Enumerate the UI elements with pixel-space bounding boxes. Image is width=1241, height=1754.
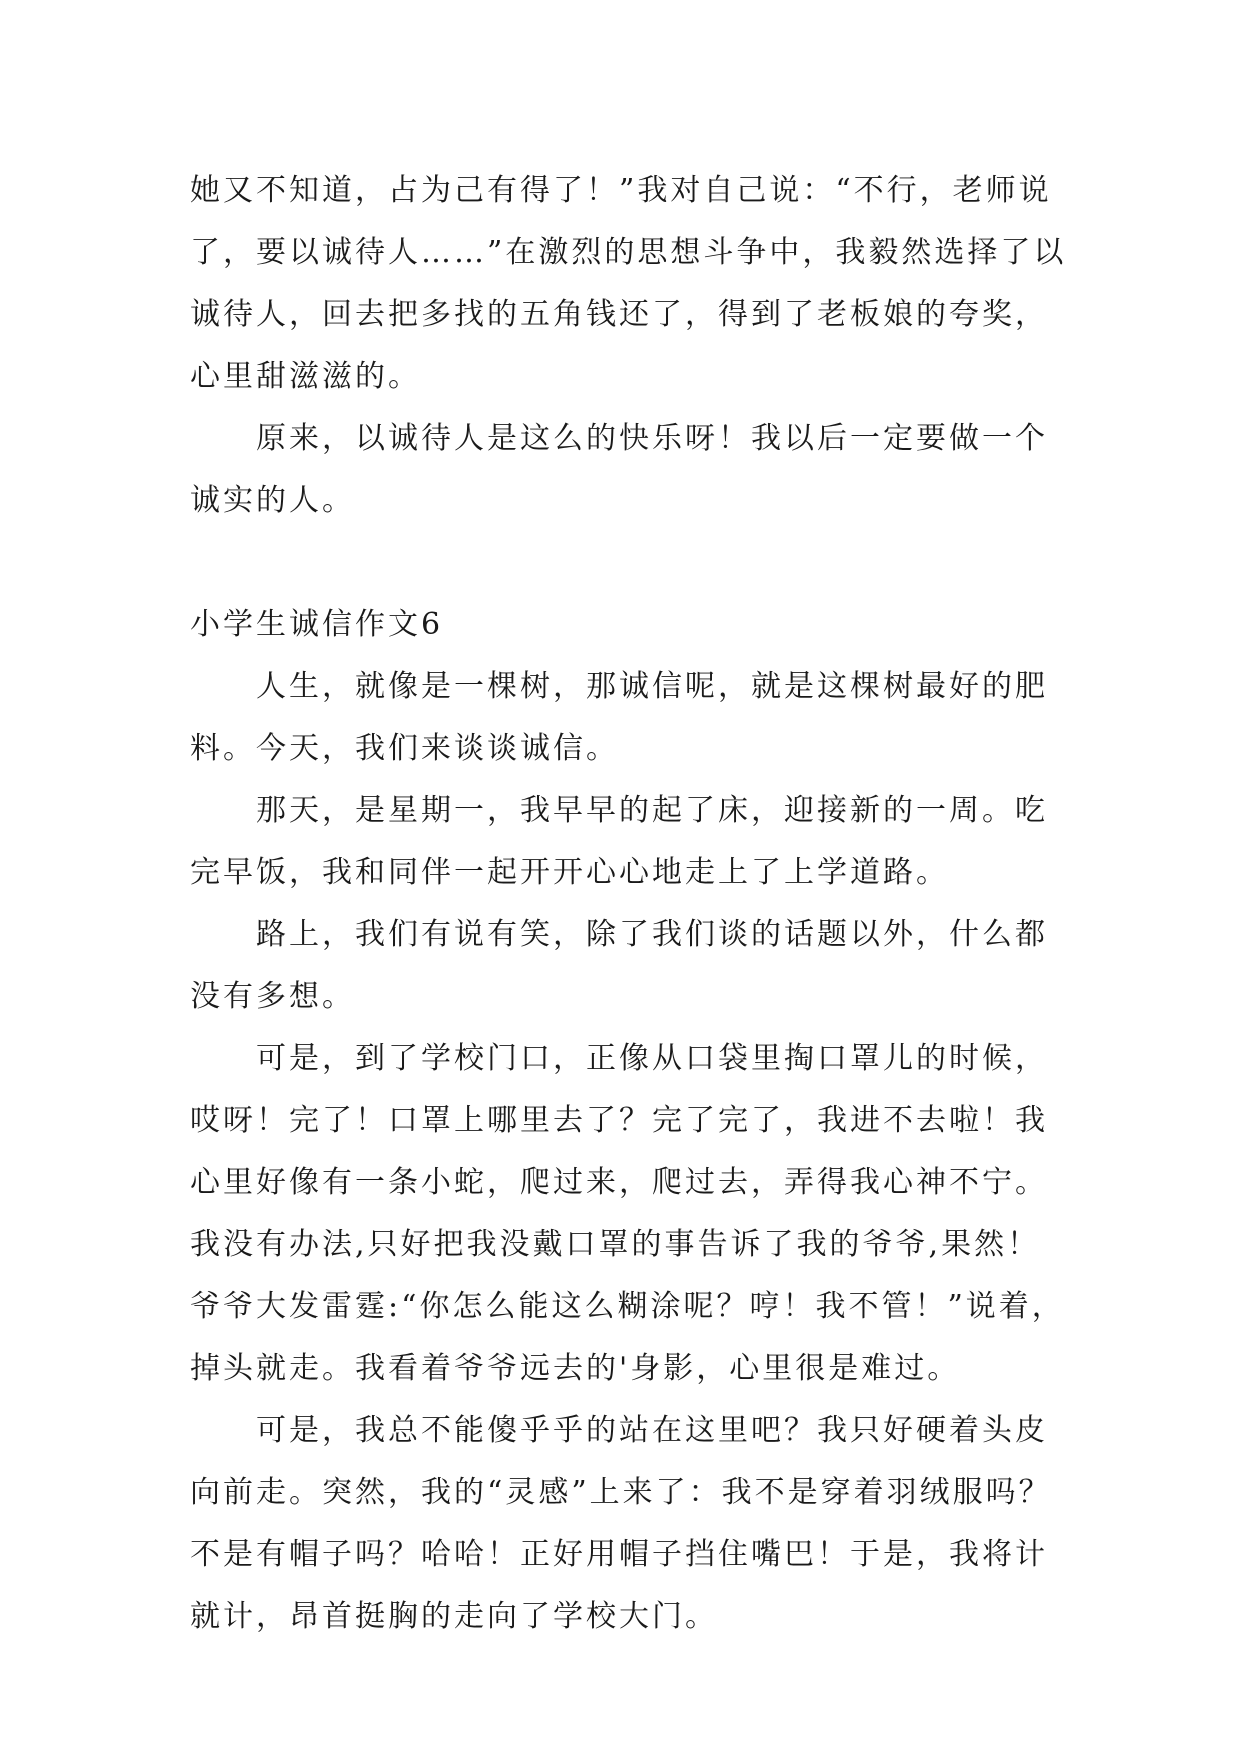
document-page (190, 160, 1070, 1648)
paragraph: 人生，就像是一棵树，那诚信呢，就是这棵树最好的肥料。今天，我们来谈谈诚信。 (190, 669, 1048, 766)
paragraph: 那天，是星期一，我早早的起了床，迎接新的一周。吃完早饭，我和同伴一起开开心心地走上了上学道路。 (190, 793, 1048, 890)
paragraph: 可是，到了学校门口，正像从口袋里掏口罩儿的时候，哎呀！完了！口罩上哪里去了？完了完了，我进不去啦！我心里好像有一条小蛇，爬过来，爬过去，弄得我心神不宁。我没有办法,只好把我没戴口罩的事告诉了我的爷爷,果然！爷爷大发雷霆:“你怎么能这么糊涂呢？哼！我不管！”说着，掉头就走。我看着爷爷远去的'身影，心里很是难过。 (190, 1041, 1065, 1386)
section-title: 小学生诚信作文6 (190, 607, 444, 642)
paragraph: 可是，我总不能傻乎乎的站在这里吧？我只好硬着头皮向前走。突然，我的“灵感”上来了：我不是穿着羽绒服吗？不是有帽子吗？哈哈！正好用帽子挡住嘴巴！于是，我将计就计，昂首挺胸的走向了学校大门。 (190, 1413, 1052, 1634)
paragraph-conclusion: 原来，以诚待人是这么的快乐呀！我以后一定要做一个诚实的人。 (190, 421, 1048, 518)
paragraph: 路上，我们有说有笑，除了我们谈的话题以外，什么都没有多想。 (190, 917, 1048, 1014)
paragraph-continued: 她又不知道，占为己有得了！”我对自己说：“不行，老师说了，要以诚待人……”在激烈的思想斗争中，我毅然选择了以诚待人，回去把多找的五角钱还了，得到了老板娘的夸奖，心里甜滋滋的。 (190, 173, 1067, 394)
